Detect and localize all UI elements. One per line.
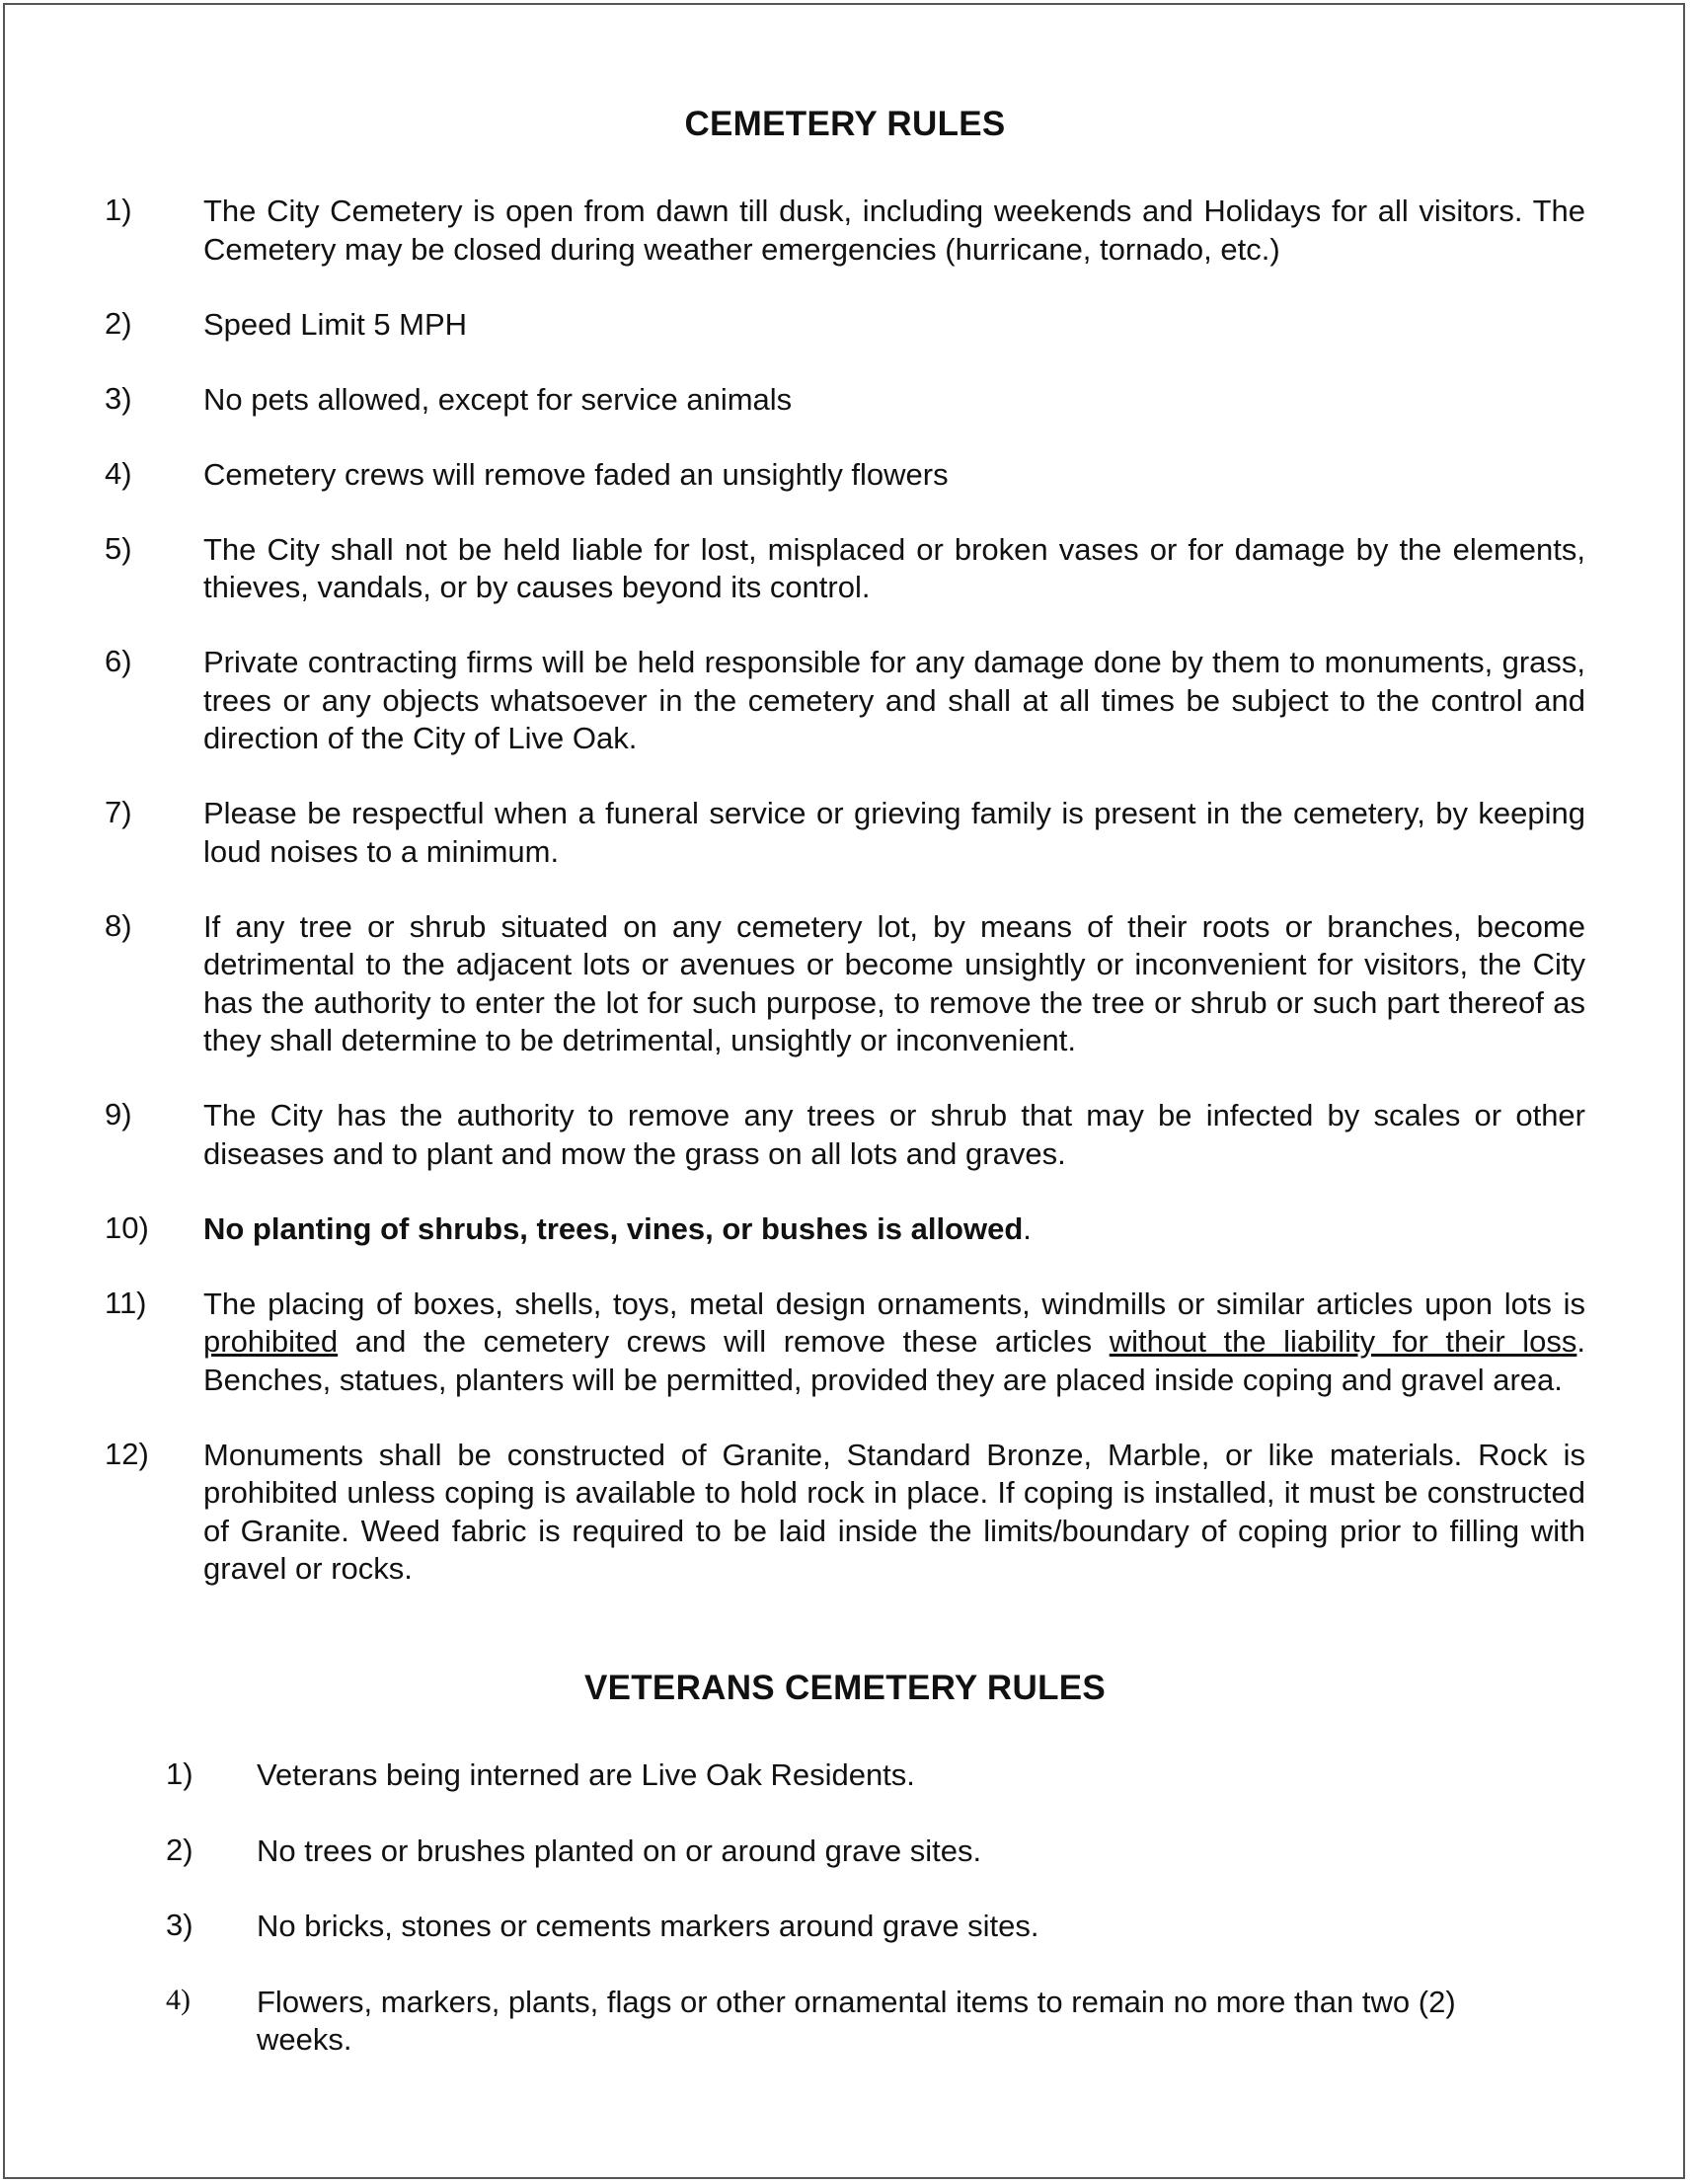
rule-text: If any tree or shrub situated on any cemetery lot, by means of their roots or branches, become detrimental to the adjacent lots or avenues or become unsightly or inconvenient for visitors, the City has the authority to enter the lot for such purpose, to remove the tree or shrub or such part thereof as they shall determine to be detrimental, unsightly or inconvenient. — [203, 908, 1585, 1057]
rule-number: 4) — [105, 455, 132, 491]
rule-text: No pets allowed, except for service animals — [203, 381, 793, 417]
rule-text: Speed Limit 5 MPH — [203, 306, 468, 342]
rule-item — [105, 193, 1585, 269]
rule-number: 11) — [105, 1285, 147, 1320]
rule-text: The City has the authority to remove any trees or shrub that may be infected by scales or other diseases and to plant and mow the grass on all lots and graves. — [203, 1098, 1585, 1171]
veterans-rule-item — [166, 1984, 1548, 2060]
page-title: CEMETERY RULES — [684, 105, 1006, 143]
rule-text: Monuments shall be constructed of Granite, Standard Bronze, Marble, or like materials. Rock is prohibited unless coping is available to hold rock in place. If coping is installed, it must be constructed of Granite. Weed fabric is required to be laid inside the limits/boundary of coping prior to filling with gravel or rocks. — [203, 1437, 1585, 1586]
rule-number: 1) — [105, 193, 132, 227]
rule-number: 10) — [105, 1209, 149, 1245]
rule-item — [105, 456, 1585, 495]
rule-number: 7) — [105, 795, 132, 829]
veterans-title: VETERANS CEMETERY RULES — [583, 1669, 1107, 1707]
rule-text: Cemetery crews will remove faded an unsightly flowers — [203, 456, 949, 492]
rule-item — [105, 1097, 1585, 1173]
rule-number: 3) — [105, 380, 132, 416]
rule-number: 9) — [105, 1097, 132, 1131]
rule-item — [105, 1210, 1585, 1249]
rule-item — [105, 644, 1585, 758]
rule-text-part: The placing of boxes, shells, toys, metal design ornaments, windmills or similar articles upon lots is — [203, 1286, 1585, 1321]
rule-number: 1) — [166, 1756, 193, 1791]
rule-text: Please be respectful when a funeral service or grieving family is present in the cemetery, by keeping loud noises to a minimum. — [203, 796, 1585, 869]
rule-number: 3) — [166, 1908, 193, 1942]
underlined-text: without the liability for their loss — [1109, 1324, 1577, 1359]
rule-text-part: . Benches, statues, planters will be permitted, provided they are placed inside coping and gravel area. — [203, 1324, 1585, 1397]
cemetery-rules-list — [105, 193, 1585, 1625]
rule-item — [105, 908, 1585, 1060]
veterans-rules-list — [166, 1756, 1548, 2097]
rule-number: 12) — [105, 1436, 149, 1471]
rule-trailing-period: . — [1023, 1210, 1032, 1246]
underlined-text: prohibited — [203, 1324, 339, 1359]
rule-text: Veterans being interned are Live Oak Residents. — [257, 1757, 915, 1792]
rule-number: 4) — [166, 1983, 191, 2016]
rule-number: 2) — [166, 1832, 193, 1867]
rule-text: No bricks, stones or cements markers around grave sites. — [257, 1909, 1039, 1943]
veterans-rule-item — [166, 1908, 1548, 1946]
rule-text: Private contracting firms will be held responsible for any damage done by them to monuments, grass, trees or any objects whatsoever in the cemetery and shall at all times be subject to the control and direction of the City of Live Oak. — [203, 645, 1585, 755]
rule-item — [105, 1286, 1585, 1400]
rule-item — [105, 381, 1585, 420]
rule-bold-text: No planting of shrubs, trees, vines, or bushes is allowed — [203, 1210, 1024, 1246]
veterans-rule-item — [166, 1833, 1548, 1871]
rule-item — [105, 795, 1585, 871]
rule-text-part: and the cemetery crews will remove these articles — [338, 1324, 1110, 1359]
rule-text: The City shall not be held liable for lost, misplaced or broken vases or for damage by the elements, thieves, vandals, or by causes beyond its control. — [203, 531, 1585, 604]
rule-item — [105, 1437, 1585, 1589]
rule-text: No trees or brushes planted on or around grave sites. — [257, 1833, 982, 1868]
rule-text — [203, 1286, 1585, 1400]
rule-text: The City Cemetery is open from dawn till dusk, including weekends and Holidays for all visitors. The Cemetery may be closed during weather emergencies (hurricane, tornado, etc.) — [203, 194, 1585, 267]
rule-text — [203, 1210, 1585, 1249]
rule-number: 5) — [105, 530, 132, 566]
rule-text: Flowers, markers, plants, flags or other ornamental items to remain no more than two (2) weeks. — [257, 1984, 1456, 2057]
rule-number: 8) — [105, 907, 132, 943]
rule-number: 2) — [105, 305, 132, 341]
rule-item — [105, 306, 1585, 345]
veterans-rule-item — [166, 1756, 1548, 1795]
rule-number: 6) — [105, 644, 132, 678]
rule-item — [105, 531, 1585, 607]
